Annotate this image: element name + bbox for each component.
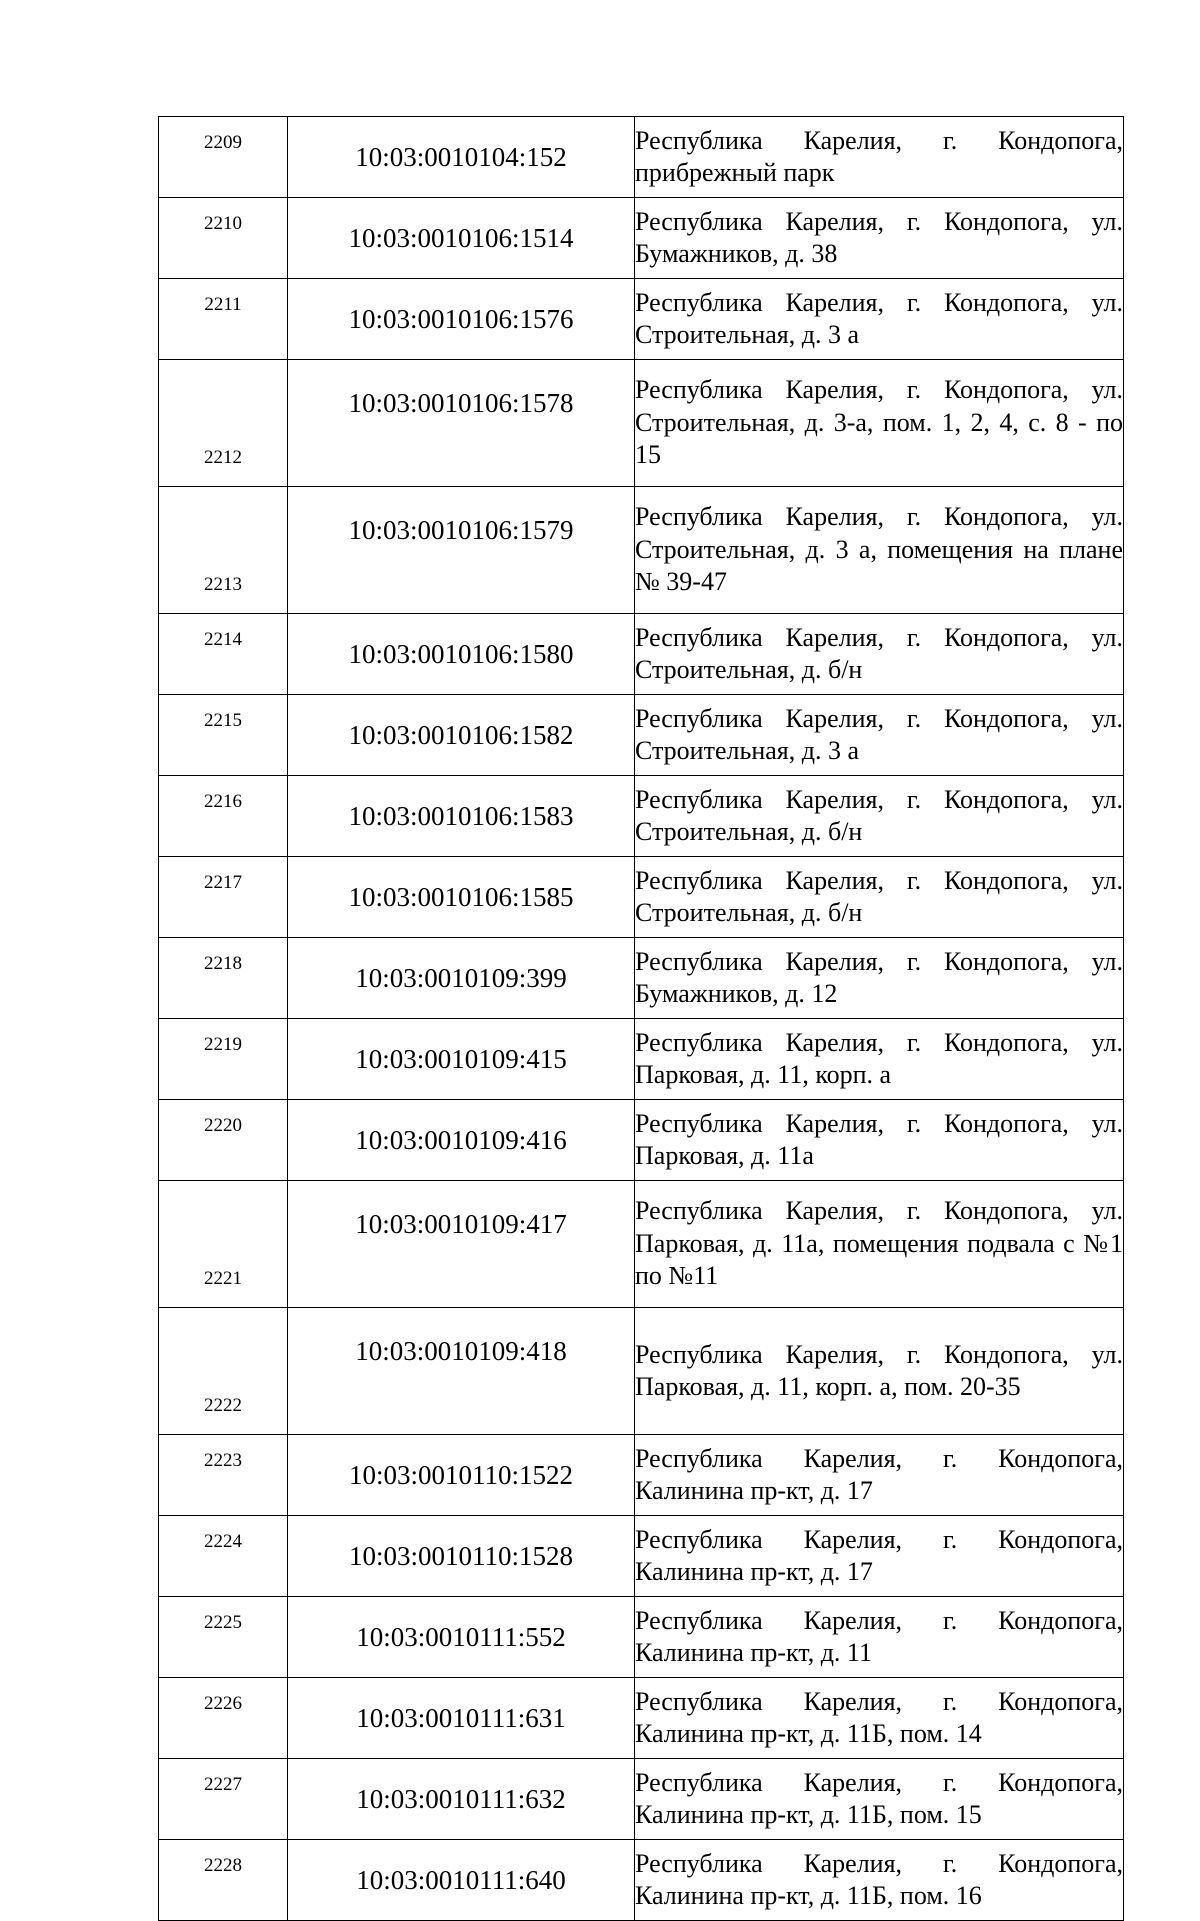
- table-row: [159, 857, 1124, 938]
- row-number: 2224: [159, 1516, 288, 1597]
- table-row: [159, 1840, 1124, 1921]
- address: Республика Карелия, г. Кондопога, ул. Парковая, д. 11а, помещения подвала с №1 по №11: [635, 1181, 1124, 1308]
- row-number: 2220: [159, 1100, 288, 1181]
- table-row: [159, 614, 1124, 695]
- row-number: 2217: [159, 857, 288, 938]
- table-row: [159, 360, 1124, 487]
- cadastral-number: 10:03:0010109:417: [288, 1181, 635, 1308]
- row-number: 2216: [159, 776, 288, 857]
- table-row: [159, 1100, 1124, 1181]
- table-row: [159, 1181, 1124, 1308]
- cadastral-number: 10:03:0010110:1522: [288, 1435, 635, 1516]
- table-row: [159, 1019, 1124, 1100]
- table-row: [159, 1308, 1124, 1435]
- table-row: [159, 1516, 1124, 1597]
- cadastral-number: 10:03:0010109:416: [288, 1100, 635, 1181]
- address: Республика Карелия, г. Кондопога, Калинина пр-кт, д. 17: [635, 1516, 1124, 1597]
- table-row: [159, 776, 1124, 857]
- table-row: [159, 117, 1124, 198]
- cadastral-number: 10:03:0010110:1528: [288, 1516, 635, 1597]
- address: Республика Карелия, г. Кондопога, ул. Парковая, д. 11, корп. а, пом. 20-35: [635, 1308, 1124, 1435]
- table-row: [159, 198, 1124, 279]
- row-number: 2214: [159, 614, 288, 695]
- row-number: 2212: [159, 360, 288, 487]
- address: Республика Карелия, г. Кондопога, ул. Бумажников, д. 38: [635, 198, 1124, 279]
- table-row: [159, 279, 1124, 360]
- address: Республика Карелия, г. Кондопога, ул. Строительная, д. 3 а, помещения на плане № 39-47: [635, 487, 1124, 614]
- cadastral-number: 10:03:0010111:631: [288, 1678, 635, 1759]
- address: Республика Карелия, г. Кондопога, Калинина пр-кт, д. 11: [635, 1597, 1124, 1678]
- row-number: 2211: [159, 279, 288, 360]
- address: Республика Карелия, г. Кондопога, Калинина пр-кт, д. 11Б, пом. 14: [635, 1678, 1124, 1759]
- row-number: 2228: [159, 1840, 288, 1921]
- table-row: [159, 695, 1124, 776]
- cadastral-number: 10:03:0010109:418: [288, 1308, 635, 1435]
- table-row: [159, 1678, 1124, 1759]
- cadastral-number: 10:03:0010106:1585: [288, 857, 635, 938]
- cadastral-number: 10:03:0010109:415: [288, 1019, 635, 1100]
- address: Республика Карелия, г. Кондопога, прибрежный парк: [635, 117, 1124, 198]
- cadastral-number: 10:03:0010106:1580: [288, 614, 635, 695]
- address: Республика Карелия, г. Кондопога, ул. Бумажников, д. 12: [635, 938, 1124, 1019]
- row-number: 2215: [159, 695, 288, 776]
- registry-table: [158, 116, 1124, 1921]
- address: Республика Карелия, г. Кондопога, Калинина пр-кт, д. 17: [635, 1435, 1124, 1516]
- cadastral-number: 10:03:0010111:552: [288, 1597, 635, 1678]
- address: Республика Карелия, г. Кондопога, ул. Строительная, д. 3-а, пом. 1, 2, 4, с. 8 - по 15: [635, 360, 1124, 487]
- row-number: 2209: [159, 117, 288, 198]
- row-number: 2210: [159, 198, 288, 279]
- row-number: 2222: [159, 1308, 288, 1435]
- cadastral-number: 10:03:0010106:1578: [288, 360, 635, 487]
- cadastral-number: 10:03:0010106:1582: [288, 695, 635, 776]
- row-number: 2227: [159, 1759, 288, 1840]
- table-row: [159, 1759, 1124, 1840]
- row-number: 2221: [159, 1181, 288, 1308]
- table-row: [159, 1435, 1124, 1516]
- cadastral-number: 10:03:0010104:152: [288, 117, 635, 198]
- address: Республика Карелия, г. Кондопога, ул. Строительная, д. 3 а: [635, 279, 1124, 360]
- cadastral-number: 10:03:0010109:399: [288, 938, 635, 1019]
- cadastral-number: 10:03:0010106:1576: [288, 279, 635, 360]
- address: Республика Карелия, г. Кондопога, ул. Строительная, д. б/н: [635, 776, 1124, 857]
- cadastral-number: 10:03:0010106:1583: [288, 776, 635, 857]
- table-row: [159, 1597, 1124, 1678]
- row-number: 2223: [159, 1435, 288, 1516]
- table-row: [159, 487, 1124, 614]
- cadastral-number: 10:03:0010111:632: [288, 1759, 635, 1840]
- address: Республика Карелия, г. Кондопога, ул. Строительная, д. б/н: [635, 857, 1124, 938]
- address: Республика Карелия, г. Кондопога, ул. Парковая, д. 11а: [635, 1100, 1124, 1181]
- table-row: [159, 938, 1124, 1019]
- address: Республика Карелия, г. Кондопога, Калинина пр-кт, д. 11Б, пом. 16: [635, 1840, 1124, 1921]
- cadastral-number: 10:03:0010111:640: [288, 1840, 635, 1921]
- row-number: 2219: [159, 1019, 288, 1100]
- row-number: 2213: [159, 487, 288, 614]
- row-number: 2225: [159, 1597, 288, 1678]
- row-number: 2226: [159, 1678, 288, 1759]
- cadastral-number: 10:03:0010106:1579: [288, 487, 635, 614]
- address: Республика Карелия, г. Кондопога, ул. Строительная, д. 3 а: [635, 695, 1124, 776]
- cadastral-number: 10:03:0010106:1514: [288, 198, 635, 279]
- address: Республика Карелия, г. Кондопога, ул. Парковая, д. 11, корп. а: [635, 1019, 1124, 1100]
- row-number: 2218: [159, 938, 288, 1019]
- address: Республика Карелия, г. Кондопога, ул. Строительная, д. б/н: [635, 614, 1124, 695]
- address: Республика Карелия, г. Кондопога, Калинина пр-кт, д. 11Б, пом. 15: [635, 1759, 1124, 1840]
